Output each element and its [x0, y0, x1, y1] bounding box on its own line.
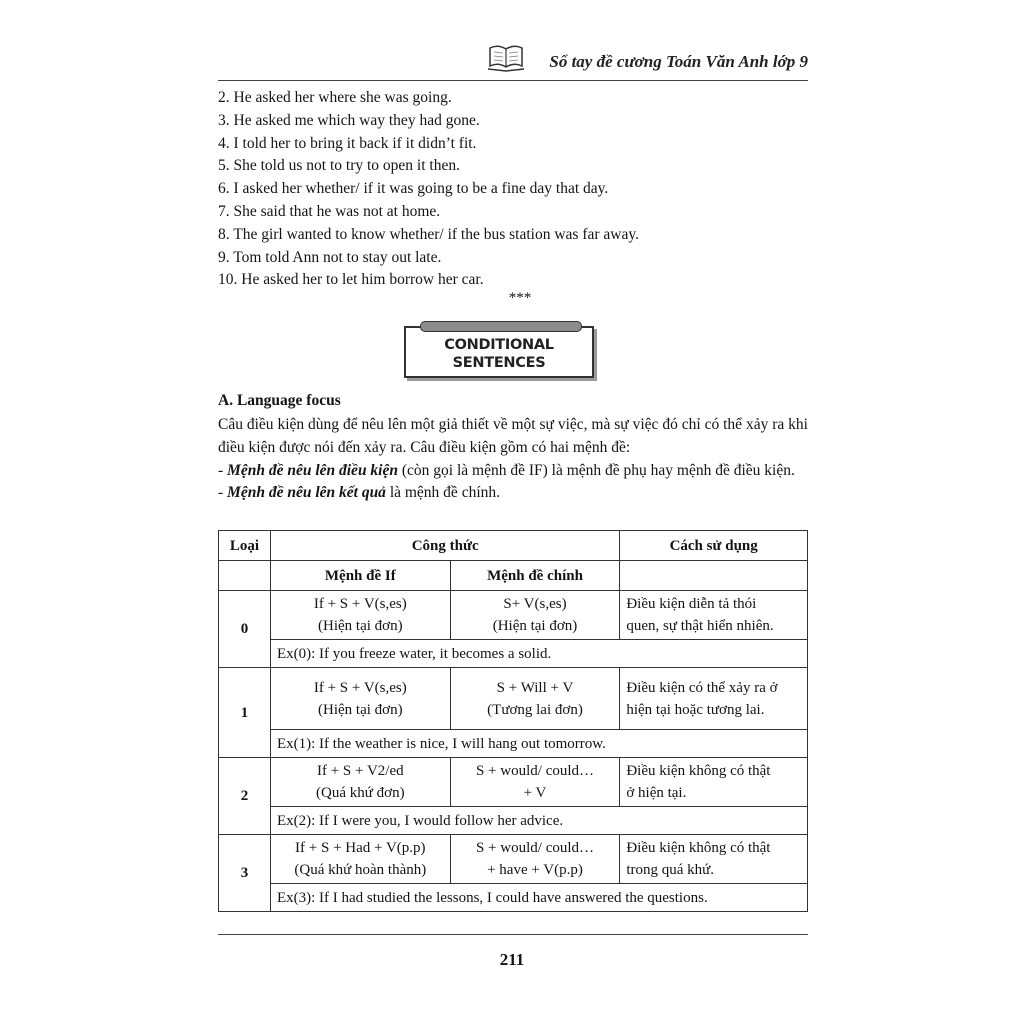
usage-cell: Điều kiện có thể xảy ra ở hiện tại hoặc tương lai.: [620, 668, 808, 730]
if-formula-cell: If + S + V2/ed (Quá khứ đơn): [270, 758, 450, 807]
usage-cell: Điều kiện diễn tả thói quen, sự thật hiển nhiên.: [620, 591, 808, 640]
header-formula: Công thức: [270, 531, 619, 561]
answer-line: 8. The girl wanted to know whether/ if the bus station was far away.: [218, 225, 639, 243]
section-separator: ***: [508, 290, 532, 306]
empty-cell: [219, 561, 271, 591]
type-cell: 3: [219, 835, 271, 912]
page-number: 211: [499, 950, 525, 969]
example-row: [219, 640, 808, 668]
header-title: Sổ tay đề cương Toán Văn Anh lớp 9: [549, 52, 808, 71]
banner-bar: [420, 321, 582, 332]
usage-cell: Điều kiện không có thật trong quá khứ.: [620, 835, 808, 884]
clause-definition-2: - Mệnh đề nêu lên kết quả là mệnh đề chính.: [218, 484, 501, 502]
table-row: [219, 758, 808, 807]
example-cell: Ex(2): If I were you, I would follow her advice.: [270, 807, 807, 835]
answer-line: 5. She told us not to try to open it then.: [218, 157, 460, 175]
answer-line: 9. Tom told Ann not to stay out late.: [218, 248, 442, 266]
table-subheader-row: [219, 561, 808, 591]
main-formula-cell: S+ V(s,es) (Hiện tại đơn): [450, 591, 620, 640]
main-formula-cell: S + would/ could… + have + V(p.p): [450, 835, 620, 884]
table-row: [219, 591, 808, 640]
clause-term: Mệnh đề nêu lên điều kiện: [227, 461, 398, 479]
header-if-clause: Mệnh đề If: [270, 561, 450, 591]
open-book-icon: [486, 36, 526, 81]
intro-text: Câu điều kiện dùng để nêu lên một giả thiết về một sự việc, mà sự việc đó chỉ có thể xảy ra khi điều kiện được nói đến xảy ra. Câu điều kiện gồm có hai mệnh đề:: [218, 416, 808, 456]
if-formula-cell: If + S + V(s,es) (Hiện tại đơn): [270, 591, 450, 640]
header-usage: Cách sử dụng: [620, 531, 808, 561]
footer-divider: [218, 934, 808, 935]
empty-cell: [620, 561, 808, 591]
answer-line: 4. I told her to bring it back if it didn’t fit.: [218, 134, 477, 152]
type-cell: 1: [219, 668, 271, 758]
if-formula-cell: If + S + Had + V(p.p) (Quá khứ hoàn thành): [270, 835, 450, 884]
example-cell: Ex(3): If I had studied the lessons, I could have answered the questions.: [270, 884, 807, 912]
table-row: [219, 668, 808, 730]
header-main-clause: Mệnh đề chính: [450, 561, 620, 591]
main-formula-cell: S + would/ could… + V: [450, 758, 620, 807]
conditional-table: [218, 530, 808, 912]
answer-line: 7. She said that he was not at home.: [218, 202, 441, 220]
usage-cell: Điều kiện không có thật ở hiện tại.: [620, 758, 808, 807]
if-formula-cell: If + S + V(s,es) (Hiện tại đơn): [270, 668, 450, 730]
section-banner: [404, 326, 594, 378]
example-row: [219, 807, 808, 835]
page-header: [218, 36, 808, 81]
answer-line: 6. I asked her whether/ if it was going to be a fine day that day.: [218, 180, 609, 198]
section-heading: A. Language focus: [218, 392, 341, 409]
main-formula-cell: S + Will + V (Tương lai đơn): [450, 668, 620, 730]
clause-definition-1: - Mệnh đề nêu lên điều kiện (còn gọi là mệnh đề IF) là mệnh đề phụ hay mệnh đề điều kiện.: [218, 461, 795, 479]
example-cell: Ex(1): If the weather is nice, I will hang out tomorrow.: [270, 730, 807, 758]
banner-line-2: SENTENCES: [452, 355, 546, 371]
example-row: [219, 730, 808, 758]
answer-line: 10. He asked her to let him borrow her car.: [218, 271, 484, 289]
type-cell: 2: [219, 758, 271, 835]
answer-list: [218, 87, 808, 292]
example-cell: Ex(0): If you freeze water, it becomes a solid.: [270, 640, 807, 668]
header-type: Loại: [219, 531, 271, 561]
intro-paragraph: [218, 414, 808, 505]
banner-title: [406, 336, 592, 372]
banner-line-1: CONDITIONAL: [444, 337, 554, 353]
answer-line: 2. He asked her where she was going.: [218, 89, 452, 106]
table-header-row: [219, 531, 808, 561]
clause-term: Mệnh đề nêu lên kết quả: [227, 484, 386, 502]
type-cell: 0: [219, 591, 271, 668]
example-row: [219, 884, 808, 912]
answer-line: 3. He asked me which way they had gone.: [218, 111, 480, 129]
table-row: [219, 835, 808, 884]
